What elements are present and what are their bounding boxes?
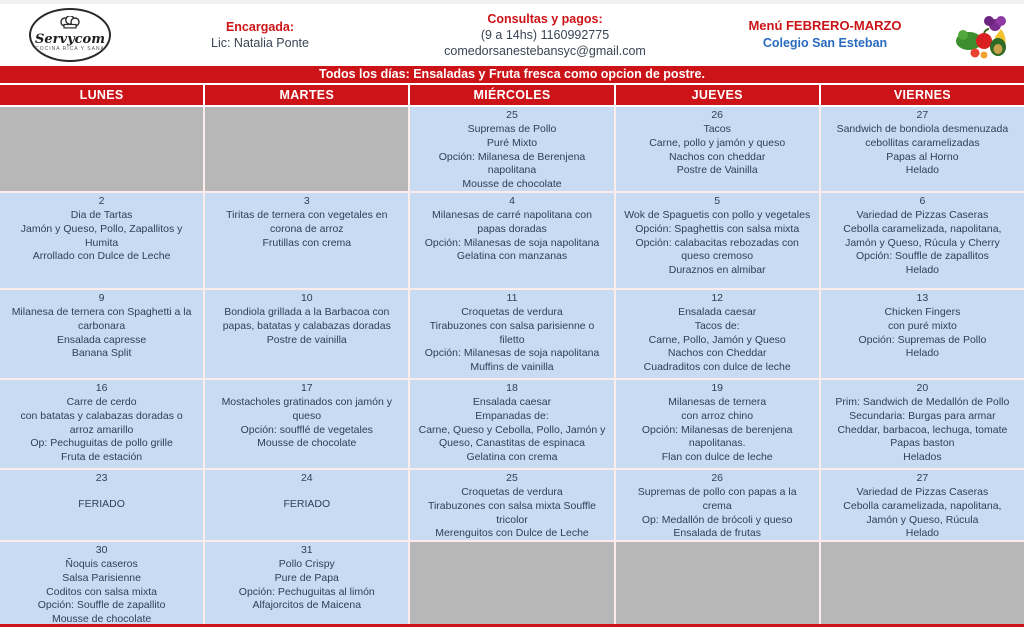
menu-line: Cheddar, barbacoa, lechuga, tomate xyxy=(837,423,1008,436)
menu-line: Bondiola grillada a la Barbacoa con papas, batatas y calabazas doradas xyxy=(222,305,391,332)
menu-line: Opción: Milanesas de berenjena napolitanas. xyxy=(641,423,793,450)
empty-cell xyxy=(205,107,408,191)
school-name: Colegio San Esteban xyxy=(762,36,888,51)
day-header-miercoles: MIÉRCOLES xyxy=(410,85,613,105)
menu-cell-day-27 xyxy=(821,107,1024,191)
menu-line: Mousse de chocolate xyxy=(257,437,357,450)
menu-line: Mostacholes gratinados con jamón y queso xyxy=(221,395,392,422)
menu-cell-day-16 xyxy=(0,380,203,468)
menu-title: Menú FEBRERO-MARZO xyxy=(748,18,902,34)
menu-line: Supremas de Pollo xyxy=(467,122,557,135)
menu-line: Ensalada capresse xyxy=(56,333,147,346)
empty-cell xyxy=(0,107,203,191)
menu-line: Mousse de chocolate xyxy=(462,178,562,191)
menu-line: Milanesa de ternera con Spaghetti a la carbonara xyxy=(11,305,192,332)
menu-line: Fruta de estación xyxy=(61,451,143,464)
menu-line: Opción: Pechuguitas al limón xyxy=(238,585,375,598)
day-number: 25 xyxy=(506,109,518,121)
menu-cell-day-25 xyxy=(410,107,613,191)
menu-line: Ñoquis caseros xyxy=(65,557,138,570)
day-number: 13 xyxy=(916,292,929,304)
menu-line: Croquetas de verdura xyxy=(461,485,563,498)
menu-cell-day-25 xyxy=(410,470,613,540)
day-number: 2 xyxy=(98,195,105,207)
menu-line: Op: Medallón de brócoli y queso xyxy=(641,513,793,526)
consultas-block xyxy=(380,11,710,60)
menu-line: Op: Pechuguitas de pollo grille xyxy=(30,437,173,450)
day-number: 3 xyxy=(303,195,310,207)
menu-cell-day-5 xyxy=(616,193,819,288)
menu-line: Cebolla caramelizada, napolitana, Jamón y Queso, Rúcula y Cherry xyxy=(843,222,1002,249)
day-number: 11 xyxy=(506,292,518,304)
menu-line: Papas al Horno xyxy=(886,150,959,163)
menu-line: Muffins de vainilla xyxy=(470,361,554,374)
day-number: 19 xyxy=(711,382,724,394)
menu-line: Flan con dulce de leche xyxy=(661,451,773,464)
day-number: 17 xyxy=(300,382,313,394)
menu-line: Pollo Crispy xyxy=(278,557,335,570)
menu-line: Opción: Milanesas de soja napolitana xyxy=(424,236,600,249)
menu-cell-day-9 xyxy=(0,290,203,378)
spacer xyxy=(8,486,195,498)
chef-hat-icon xyxy=(59,16,81,33)
menu-cell-day-27 xyxy=(821,470,1024,540)
day-number: 18 xyxy=(506,382,518,394)
menu-line: Helados xyxy=(903,451,942,464)
menu-line: FERIADO xyxy=(78,497,125,510)
menu-line: Opción: Milanesa de Berenjena napolitana xyxy=(438,150,586,177)
menu-line: Carne, Queso y Cebolla, Pollo, Jamón y Queso, Canastitas de espinaca xyxy=(418,423,606,450)
menu-line: Prim: Sandwich de Medallón de Pollo xyxy=(835,395,1010,408)
menu-line: Sandwich de bondiola desmenuzada xyxy=(836,122,1009,135)
day-number: 27 xyxy=(916,472,929,484)
menu-cell-day-19 xyxy=(616,380,819,468)
menu-cell-day-10 xyxy=(205,290,408,378)
day-number: 9 xyxy=(98,292,105,304)
menu-line: Helado xyxy=(905,347,940,360)
menu-line: Tacos de: xyxy=(694,319,740,332)
day-number: 27 xyxy=(916,109,929,121)
menu-line: Opción: soufflé de vegetales xyxy=(240,423,373,436)
menu-cell-day-30 xyxy=(0,542,203,624)
menu-cell-day-17 xyxy=(205,380,408,468)
menu-cell-day-12 xyxy=(616,290,819,378)
menu-line: Salsa Parisienne xyxy=(62,571,141,584)
day-number: 30 xyxy=(95,544,108,556)
menu-line: Tacos xyxy=(703,122,731,135)
logo-tagline: COCINA RICA Y SANA xyxy=(35,46,105,52)
menu-line: Opción: Souffle de zapallitos xyxy=(855,250,989,263)
menu-line: Chicken Fingers xyxy=(884,305,961,318)
menu-line: Ensalada caesar xyxy=(678,305,757,318)
menu-line: Supremas de pollo con papas a la crema xyxy=(637,485,797,512)
menu-line: Tirabuzones con salsa parisienne o filetto xyxy=(429,319,595,346)
menu-line: Tirabuzones con salsa mixta Souffle tricolor xyxy=(427,499,597,526)
menu-line: con arroz chino xyxy=(681,409,754,422)
menu-title-block xyxy=(710,18,940,51)
menu-line: con batatas y calabazas doradas o arroz amarillo xyxy=(20,409,183,436)
menu-line: Coditos con salsa mixta xyxy=(46,585,158,598)
day-header-jueves: JUEVES xyxy=(616,85,819,105)
servycom-logo-badge xyxy=(29,8,111,62)
menu-line: Alfajorcitos de Maicena xyxy=(252,599,362,612)
menu-line: Opción: Spaghettis con salsa mixta xyxy=(635,222,800,235)
menu-cell-day-6 xyxy=(821,193,1024,288)
day-header-martes: MARTES xyxy=(205,85,408,105)
menu-line: Croquetas de verdura xyxy=(461,305,563,318)
menu-line: Postre de vainilla xyxy=(266,333,347,346)
menu-cell-day-31 xyxy=(205,542,408,624)
day-number: 20 xyxy=(916,382,929,394)
menu-line: Carne, Pollo, Jamón y Queso xyxy=(648,333,786,346)
menu-line: Helado xyxy=(905,264,940,277)
menu-cell-day-13 xyxy=(821,290,1024,378)
menu-line: Empanadas de: xyxy=(475,409,549,422)
day-number: 10 xyxy=(300,292,313,304)
menu-cell-day-24 xyxy=(205,470,408,540)
menu-line: Mousse de chocolate xyxy=(51,613,152,624)
menu-cell-day-3 xyxy=(205,193,408,288)
menu-line: Opción: Souffle de zapallito xyxy=(37,599,166,612)
menu-line: Cuadraditos con dulce de leche xyxy=(643,361,791,374)
menu-cell-day-11 xyxy=(410,290,613,378)
menu-line: Helado xyxy=(905,164,940,177)
menu-line: cebollitas caramelizadas xyxy=(865,136,980,149)
menu-line: Variedad de Pizzas Caseras xyxy=(856,485,989,498)
day-number: 12 xyxy=(711,292,724,304)
day-header-row xyxy=(0,85,1024,105)
menu-line: Merenguitos con Dulce de Leche xyxy=(435,527,589,540)
spacer xyxy=(213,486,400,498)
menu-line: Duraznos en almibar xyxy=(668,264,766,277)
empty-cell xyxy=(410,542,613,624)
menu-line: Carre de cerdo xyxy=(66,395,137,408)
menu-line: Gelatina con manzanas xyxy=(456,250,568,263)
menu-line: Arrollado con Dulce de Leche xyxy=(32,250,171,263)
menu-line: Frutillas con crema xyxy=(262,236,352,249)
menu-line: Milanesas de ternera xyxy=(668,395,767,408)
logo xyxy=(0,8,140,62)
menu-line: Ensalada de frutas xyxy=(673,527,761,540)
day-number: 25 xyxy=(506,472,518,484)
menu-cell-day-20 xyxy=(821,380,1024,468)
menu-line: Banana Split xyxy=(71,347,132,360)
menu-cell-day-26 xyxy=(616,470,819,540)
menu-line: Papas baston xyxy=(890,437,955,450)
menu-cell-day-4 xyxy=(410,193,613,288)
menu-line: Dia de Tartas xyxy=(70,208,133,221)
calendar-grid xyxy=(0,107,1024,627)
daily-note-banner: Todos los días: Ensaladas y Fruta fresca como opcion de postre. xyxy=(0,66,1024,83)
logo-text: Servycom xyxy=(35,32,105,47)
menu-line: Nachos con cheddar xyxy=(669,150,766,163)
menu-line: FERIADO xyxy=(283,497,331,510)
menu-line: Gelatina con crema xyxy=(466,451,558,464)
day-number: 6 xyxy=(919,195,926,207)
day-number: 4 xyxy=(509,195,515,207)
consultas-email: comedorsanestebansyc@gmail.com xyxy=(444,44,646,59)
menu-line: Wok de Spaguetis con pollo y vegetales xyxy=(624,208,811,221)
fruits-icon xyxy=(940,11,1024,59)
menu-line: Opción: Supremas de Pollo xyxy=(858,333,987,346)
day-number: 23 xyxy=(95,472,108,484)
day-number: 5 xyxy=(714,195,721,207)
menu-line: Puré Mixto xyxy=(486,136,538,149)
day-number: 31 xyxy=(300,544,313,556)
day-number: 24 xyxy=(300,472,313,484)
document-header xyxy=(0,4,1024,66)
menu-line: Ensalada caesar xyxy=(472,395,552,408)
menu-line: Postre de Vainilla xyxy=(676,164,758,177)
consultas-phone: (9 a 14hs) 1160992775 xyxy=(480,27,610,42)
menu-line: Variedad de Pizzas Caseras xyxy=(856,208,989,221)
day-number: 26 xyxy=(711,472,724,484)
menu-line: Secundaria: Burgas para armar xyxy=(849,409,996,422)
menu-line: Tiritas de ternera con vegetales en corona de arroz xyxy=(226,208,388,235)
day-header-lunes: LUNES xyxy=(0,85,203,105)
menu-cell-day-23 xyxy=(0,470,203,540)
menu-line: con puré mixto xyxy=(887,319,957,332)
consultas-label: Consultas y pagos: xyxy=(487,11,603,26)
empty-cell xyxy=(616,542,819,624)
encargada-label: Encargada: xyxy=(225,19,295,34)
menu-line: Opción: calabacitas rebozadas con queso cremoso xyxy=(635,236,799,263)
menu-line: Cebolla caramelizada, napolitana, Jamón y Queso, Rúcula xyxy=(843,499,1002,526)
day-number: 16 xyxy=(95,382,108,394)
menu-line: Jamón y Queso, Pollo, Zapallitos y Humita xyxy=(20,222,183,249)
menu-cell-day-18 xyxy=(410,380,613,468)
menu-line: Opción: Milanesas de soja napolitana xyxy=(424,347,600,360)
menu-line: Milanesas de carré napolitana con papas doradas xyxy=(432,208,592,235)
menu-cell-day-2 xyxy=(0,193,203,288)
encargada-name: Lic: Natalia Ponte xyxy=(211,36,309,50)
menu-line: Helado xyxy=(905,527,940,540)
menu-line: Carne, pollo y jamón y queso xyxy=(649,136,786,149)
day-header-viernes: VIERNES xyxy=(821,85,1024,105)
menu-cell-day-26 xyxy=(616,107,819,191)
empty-cell xyxy=(821,542,1024,624)
day-number: 26 xyxy=(711,109,724,121)
menu-line: Nachos con Cheddar xyxy=(667,347,767,360)
menu-line: Pure de Papa xyxy=(274,571,339,584)
encargada-block xyxy=(140,19,380,52)
